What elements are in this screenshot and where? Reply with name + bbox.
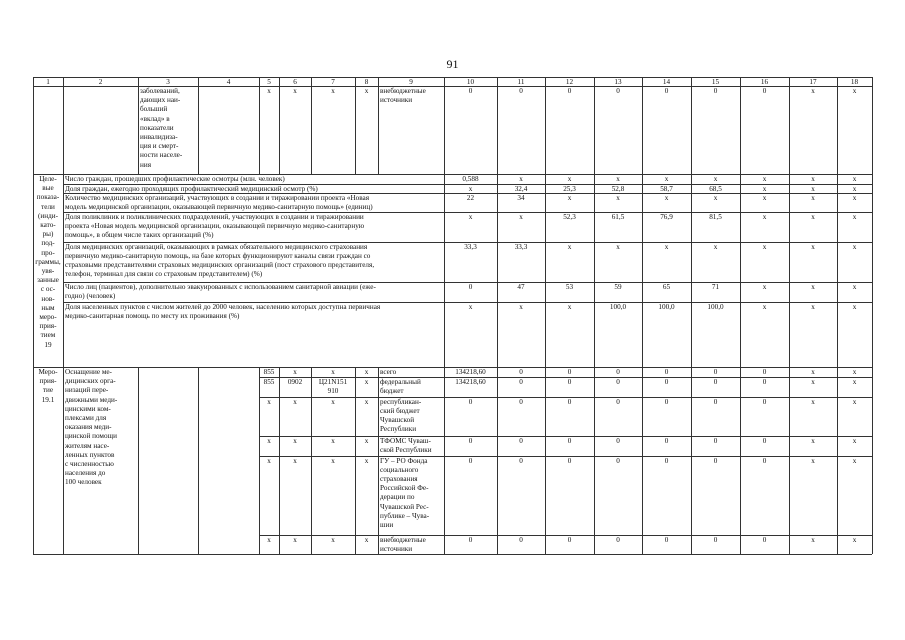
cell-value: х: [811, 193, 815, 202]
cell-value: 0: [762, 456, 767, 465]
table-rule: [497, 174, 498, 367]
cell-value: 0: [713, 87, 718, 95]
cell-text: Ц21N151 910: [318, 377, 348, 395]
cell-value: 0: [664, 87, 669, 95]
table-rule: [872, 77, 873, 554]
cell-text: х: [331, 436, 335, 445]
cell-value: х: [519, 174, 523, 183]
cell-text: ТФОМС Чуваш- ской Республики: [380, 436, 432, 454]
table-rule: [594, 77, 595, 174]
cell-value: 0: [616, 436, 620, 445]
cell-value: х: [852, 436, 857, 445]
cell-value: 0: [519, 397, 523, 406]
table-rule: [33, 554, 872, 555]
column-header: 16: [760, 77, 769, 86]
indicator-text: Доля медицинских организаций, оказывающих в рамках обязательного медицинского страхования первичную медико-санитарную помощь, на базе которых функционируют каналы связи граждан со страховыми представителями страховых медицинских организаций (пост страхового представителя, телефон, терминал для связи со страховым представителем) (%): [65, 242, 375, 279]
cell-text: х: [293, 436, 297, 445]
table-rule: [594, 367, 595, 554]
cell-value: х: [664, 193, 669, 202]
cell-value: 100,0: [658, 302, 675, 311]
table-rule: [740, 77, 741, 174]
table-rule: [63, 77, 64, 174]
column-header: 8: [364, 77, 369, 86]
table-rule: [259, 367, 260, 554]
cell-value: 76,9: [660, 212, 673, 221]
indicator-text: Доля поликлиник и поликлинических подразделений, участвующих в создании и тиражировании проекта «Новая модель медицинской организации, оказывающей первичную медико-санитарную помощь», в общем числе таких организаций (%): [65, 212, 365, 239]
table-rule: [594, 174, 595, 367]
cell-value: х: [616, 174, 620, 183]
cell-value: 0: [519, 87, 523, 95]
column-header: 4: [226, 77, 231, 86]
indicator-text: Количество медицинских организаций, участвующих в создании и тиражировании проекта «Новая модель медицинской организации, оказывающей первичную медико-санитарную помощь» (единиц): [65, 193, 373, 211]
cell-text: внебюджетные источники: [380, 87, 426, 105]
cell-value: х: [811, 302, 815, 311]
cell-value: х: [852, 397, 857, 406]
cell-value: х: [811, 397, 815, 406]
cell-value: 59: [614, 282, 622, 291]
measure-description: Оснащение ме- дицинских орга- низаций пере- движными меди- цинскими ком- плексами для оказания меди- цинской помощи жителям насе- ленных пунктов с численностью населения до 100 человек: [65, 368, 118, 487]
cell-value: 33,3: [464, 242, 477, 251]
cell-value: 0: [762, 367, 767, 376]
cell-text: х: [331, 535, 335, 544]
cell-value: х: [762, 212, 767, 221]
cell-text: х: [364, 456, 369, 465]
cell-text: республикан- ский бюджет Чувашской Республики: [380, 397, 422, 434]
table-rule: [837, 367, 838, 554]
cell-value: 0: [567, 397, 572, 406]
cell-text: х: [267, 456, 271, 465]
indicator-text: Доля граждан, ежегодно проходящих профилактический медицинский осмотр (%): [65, 184, 318, 193]
column-header: 1: [46, 77, 50, 86]
cell-text: х: [364, 367, 369, 376]
cell-value: х: [567, 174, 572, 183]
cell-value: 100,0: [707, 302, 724, 311]
cell-value: 0: [567, 87, 572, 95]
cell-value: х: [567, 242, 572, 251]
cell-text: х: [293, 456, 297, 465]
cell-value: 81,5: [709, 212, 722, 221]
column-header: 9: [409, 77, 413, 86]
table-rule: [444, 77, 445, 174]
table-rule: [691, 174, 692, 367]
indicator-text: Число граждан, прошедших профилактические осмотры (млн. человек): [65, 174, 285, 183]
cell-text: федеральный бюджет: [380, 377, 421, 395]
table-rule: [355, 367, 356, 554]
table-rule: [279, 77, 280, 174]
cell-value: х: [811, 212, 815, 221]
table-rule: [497, 367, 498, 554]
table-rule: [198, 367, 199, 554]
cell-value: 0,588: [462, 174, 479, 183]
cell-value: 52,3: [563, 212, 576, 221]
table-rule: [691, 367, 692, 554]
cell-value: х: [852, 212, 857, 221]
table-rule: [33, 77, 34, 554]
column-header: 13: [614, 77, 622, 86]
cell-text: 0902: [287, 377, 303, 386]
indicator-text: Доля населенных пунктов с числом жителей до 2000 человек, населению которых доступна первичная медико-санитарная помощь по месту их проживания (%): [65, 302, 381, 320]
cell-value: х: [762, 302, 767, 311]
cell-value: 0: [762, 377, 767, 386]
cell-value: 0: [616, 377, 620, 386]
cell-value: х: [811, 377, 815, 386]
cell-text: х: [331, 397, 335, 406]
cell-value: 0: [468, 87, 473, 95]
cell-value: 22: [466, 193, 475, 202]
cell-value: 0: [762, 397, 767, 406]
table-rule: [355, 77, 356, 174]
column-header: 11: [517, 77, 525, 86]
cell-text: х: [364, 377, 369, 386]
cell-text: заболеваний, дающих наи- больший «вклад» в показатели инвалидиза- ция и смерт- ности населе- ния: [140, 87, 183, 169]
cell-value: 61,5: [611, 212, 625, 221]
cell-value: х: [811, 535, 815, 544]
cell-value: 0: [762, 436, 767, 445]
cell-value: х: [519, 212, 523, 221]
table-rule: [497, 77, 498, 174]
cell-value: х: [468, 184, 473, 193]
cell-value: х: [852, 242, 857, 251]
cell-text: 855: [263, 367, 275, 376]
column-header: 6: [293, 77, 297, 86]
cell-value: 34: [517, 193, 525, 202]
cell-value: х: [762, 174, 767, 183]
table-rule: [378, 367, 379, 554]
cell-text: х: [293, 367, 297, 376]
cell-text: 855: [263, 377, 275, 386]
cell-value: х: [811, 174, 815, 183]
cell-text: х: [267, 436, 271, 445]
cell-value: х: [567, 302, 572, 311]
column-header: 10: [466, 77, 475, 86]
cell-value: 65: [662, 282, 671, 291]
table-rule: [138, 367, 139, 554]
cell-value: х: [852, 174, 857, 183]
column-header: 7: [331, 77, 335, 86]
cell-value: 0: [519, 535, 523, 544]
cell-value: 0: [567, 456, 572, 465]
cell-value: х: [811, 184, 815, 193]
column-header: 3: [166, 77, 170, 86]
page-number: 91: [446, 57, 459, 71]
cell-value: х: [811, 282, 815, 291]
cell-text: х: [331, 87, 335, 95]
section-label: Меро- прия- тие 19.1: [38, 368, 58, 404]
column-header: 15: [711, 77, 720, 86]
table-rule: [740, 367, 741, 554]
cell-value: х: [811, 436, 815, 445]
column-header: 12: [565, 77, 574, 86]
cell-value: 0: [616, 456, 620, 465]
cell-value: 134218,60: [455, 377, 486, 386]
cell-value: 0: [567, 436, 572, 445]
cell-value: 0: [468, 282, 473, 291]
cell-value: 0: [519, 367, 523, 376]
cell-value: 134218,60: [455, 367, 486, 376]
table-rule: [789, 77, 790, 174]
cell-text: х: [267, 535, 271, 544]
cell-value: 0: [468, 397, 473, 406]
cell-value: 0: [713, 436, 718, 445]
cell-value: 68,5: [709, 184, 722, 193]
cell-value: х: [811, 367, 815, 376]
cell-value: 0: [713, 377, 718, 386]
table-rule: [642, 77, 643, 174]
cell-value: х: [852, 456, 857, 465]
cell-value: х: [811, 87, 815, 95]
cell-value: х: [468, 302, 473, 311]
cell-value: 0: [567, 377, 572, 386]
cell-value: х: [852, 193, 857, 202]
cell-value: 33,3: [514, 242, 528, 251]
table-rule: [311, 367, 312, 554]
cell-value: 32,4: [514, 184, 528, 193]
section-label: Целе- вые показа- тели (инди- като- ры) под- про- граммы, увя- занные с ос- нов- ным меро- прия- тием 19: [35, 175, 61, 349]
table-rule: [311, 77, 312, 174]
cell-value: х: [852, 184, 857, 193]
cell-value: 25,3: [563, 184, 576, 193]
cell-text: всего: [380, 367, 397, 376]
cell-text: х: [293, 397, 297, 406]
table-rule: [789, 174, 790, 367]
cell-value: х: [852, 377, 857, 386]
cell-value: 0: [664, 367, 669, 376]
cell-value: х: [664, 242, 669, 251]
cell-value: 0: [616, 367, 620, 376]
cell-value: 0: [519, 436, 523, 445]
cell-value: х: [762, 184, 767, 193]
cell-value: 0: [713, 456, 718, 465]
column-header: 18: [850, 77, 859, 86]
cell-value: 0: [713, 367, 718, 376]
cell-value: 0: [616, 397, 620, 406]
cell-value: 0: [519, 456, 523, 465]
cell-value: х: [811, 242, 815, 251]
table-rule: [837, 174, 838, 367]
cell-text: х: [331, 367, 335, 376]
cell-value: 0: [468, 535, 473, 544]
cell-value: 0: [664, 397, 669, 406]
table-rule: [545, 174, 546, 367]
column-header: 14: [662, 77, 671, 86]
table-rule: [444, 174, 445, 367]
cell-value: 0: [616, 535, 620, 544]
cell-value: х: [852, 367, 857, 376]
cell-value: 53: [565, 282, 574, 291]
table-rule: [378, 77, 379, 174]
cell-text: х: [293, 535, 297, 544]
cell-value: х: [762, 282, 767, 291]
cell-value: 0: [762, 87, 767, 95]
cell-value: 0: [664, 456, 669, 465]
cell-value: 0: [616, 87, 620, 95]
cell-text: внебюджетные источники: [380, 535, 426, 553]
cell-value: 100,0: [609, 302, 627, 311]
table-rule: [198, 77, 199, 174]
table-rule: [545, 77, 546, 174]
cell-value: х: [811, 456, 815, 465]
cell-text: х: [293, 87, 297, 95]
cell-value: х: [852, 87, 857, 95]
cell-value: 0: [664, 377, 669, 386]
cell-value: х: [567, 193, 572, 202]
table-rule: [789, 367, 790, 554]
cell-text: х: [267, 87, 271, 95]
cell-value: 0: [567, 535, 572, 544]
cell-value: 71: [711, 282, 720, 291]
cell-value: 0: [519, 377, 523, 386]
cell-value: 0: [567, 367, 572, 376]
cell-value: х: [852, 535, 857, 544]
column-header: 2: [98, 77, 103, 86]
table-rule: [691, 77, 692, 174]
cell-text: х: [364, 397, 369, 406]
cell-value: 52,8: [611, 184, 625, 193]
cell-value: х: [616, 242, 620, 251]
cell-value: х: [519, 302, 523, 311]
cell-value: 0: [664, 535, 669, 544]
cell-text: х: [364, 87, 369, 95]
cell-value: х: [852, 282, 857, 291]
cell-value: х: [852, 302, 857, 311]
table-rule: [444, 367, 445, 554]
cell-value: 0: [468, 456, 473, 465]
cell-text: х: [267, 397, 271, 406]
cell-value: 0: [468, 436, 473, 445]
cell-value: х: [762, 242, 767, 251]
cell-value: х: [713, 174, 718, 183]
cell-text: ГУ – РО Фонда социального страхования Российской Фе- дерации по Чувашской Рес- публике – Чува- шии: [380, 456, 430, 529]
table-rule: [740, 174, 741, 367]
cell-text: х: [364, 535, 369, 544]
cell-value: 0: [713, 535, 718, 544]
cell-value: х: [762, 193, 767, 202]
table-rule: [837, 77, 838, 174]
cell-value: х: [713, 242, 718, 251]
cell-text: х: [364, 436, 369, 445]
cell-value: 58,7: [660, 184, 673, 193]
indicator-text: Число лиц (пациентов), дополнительно эвакуированных с использованием санитарной авиации (еже- годно) (человек): [65, 282, 376, 300]
cell-value: х: [616, 193, 620, 202]
table-rule: [63, 367, 64, 554]
table-rule: [279, 367, 280, 554]
column-header: 17: [809, 77, 817, 86]
table-rule: [138, 77, 139, 174]
table-rule: [259, 77, 260, 174]
cell-value: х: [713, 193, 718, 202]
cell-value: 0: [762, 535, 767, 544]
cell-value: 0: [664, 436, 669, 445]
cell-text: х: [331, 456, 335, 465]
cell-value: 0: [713, 397, 718, 406]
cell-value: х: [664, 174, 669, 183]
table-rule: [642, 367, 643, 554]
table-rule: [642, 174, 643, 367]
table-rule: [545, 367, 546, 554]
cell-value: х: [468, 212, 473, 221]
table-rule: [63, 174, 64, 367]
column-header: 5: [267, 77, 271, 86]
cell-value: 47: [517, 282, 525, 291]
